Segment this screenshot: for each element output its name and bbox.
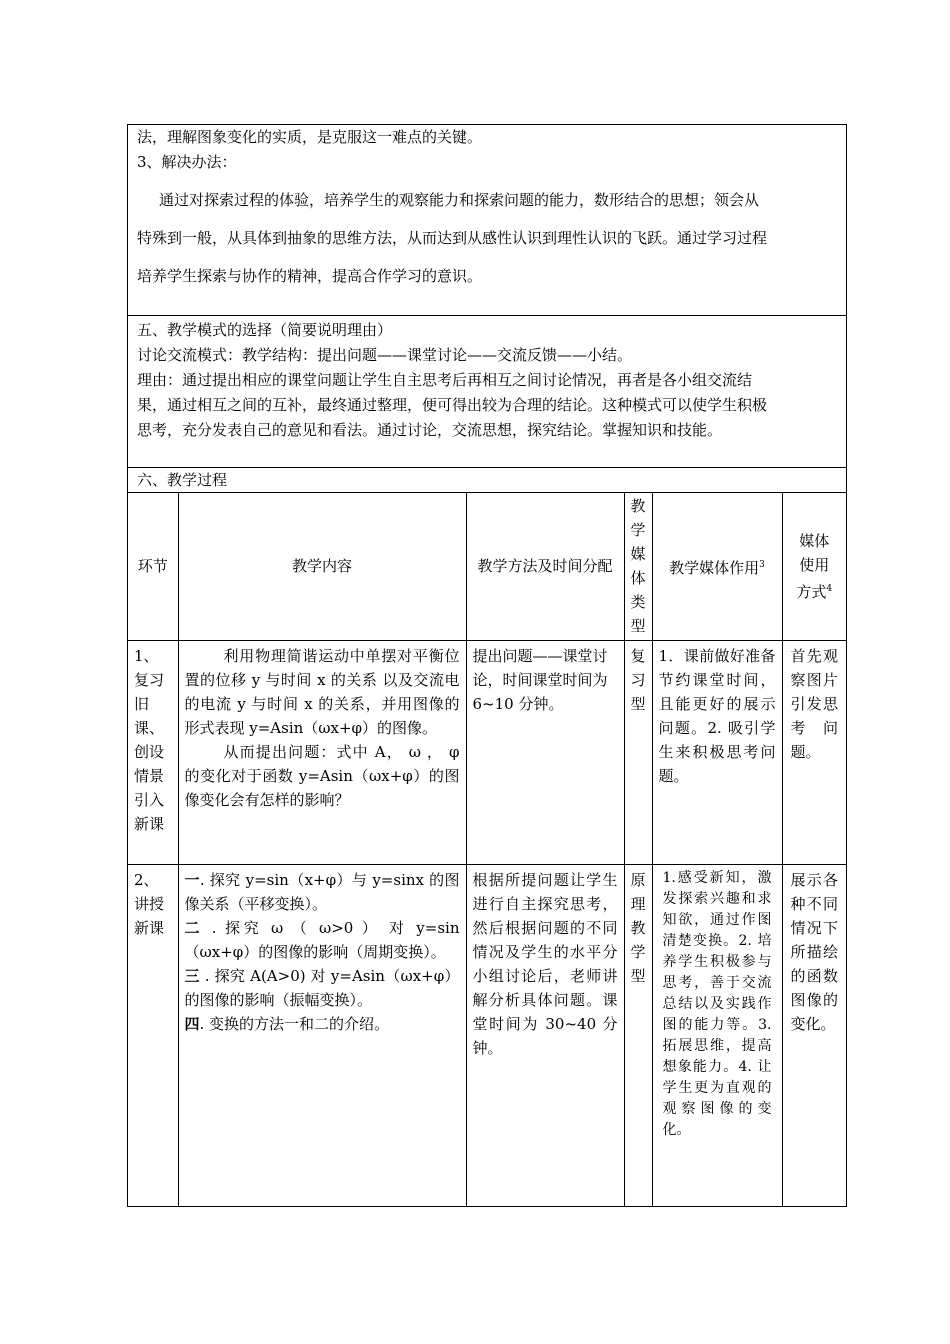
solution-line-1: 通过对探索过程的体验，培养学生的观察能力和探索问题的能力，数形结合的思想；领会从: [159, 191, 760, 209]
media-role-footnote: 3: [759, 559, 765, 570]
solution-line-3: 培养学生探索与协作的精神，提高合作学习的意识。: [137, 267, 483, 285]
media-role-label: 教学媒体作用: [669, 558, 760, 577]
section-teaching-mode: [128, 316, 846, 468]
difficulty-text-tail: 法，理解图象变化的实质，是克服这一难点的关键。: [137, 128, 483, 146]
header-stage: 环节: [128, 493, 178, 640]
document-table: [127, 124, 847, 1207]
solution-line-2: 特殊到一般，从具体到抽象的思维方法，从而达到从感性认识到理性认识的飞跃。通过学习过程: [137, 229, 768, 247]
row2-item-1: [185, 868, 460, 916]
item-number: 二: [184, 918, 204, 937]
item-number: 四: [184, 1014, 200, 1033]
solution-paragraph: [137, 181, 837, 295]
row2-content: [178, 864, 466, 1206]
row2-item-3: [185, 964, 460, 1012]
row2-method: 根据所提问题让学生进行自主探究思考，然后根据问题的不同情况及学生的水平分小组讨论后，老师讲解分析具体问题。课堂时间为 30~40 分钟。: [466, 864, 624, 1206]
reason-line-1: 理由：通过提出相应的课堂问题让学生自主思考后再相互之间讨论情况，再者是各小组交流结: [137, 371, 753, 389]
item-number: 三: [184, 966, 200, 985]
row2-media-type: 原理教学型: [624, 864, 652, 1206]
header-media-role: [652, 493, 782, 640]
mode-heading: 五、教学模式的选择（简要说明理由）: [137, 321, 393, 339]
solution-heading: 3、解决办法：: [137, 153, 237, 171]
reason-line-3: 思考，充分发表自己的意见和看法。通过讨论，交流思想，探究结论。掌握知识和技能。: [137, 421, 723, 439]
row1-content: [178, 640, 466, 864]
item-text: . 探究 A(A>0) 对 y=Asin（ωx+φ）的图像的影响（振幅变换）。: [184, 966, 460, 1009]
row1-content-p2: 从而提出问题：式中 A， ω ， φ 的变化对于函数 y=Asin（ωx+φ）的图像变化会有怎样的影响？: [184, 742, 460, 809]
header-content: 教学内容: [178, 493, 466, 640]
process-heading: 六、教学过程: [137, 471, 228, 489]
row1-stage: 1、复习旧课、创设情景引入新课: [128, 640, 178, 864]
item-number: 一: [184, 870, 200, 889]
row1-content-p1: 利用物理简谐运动中单摆对平衡位置的位移 y 与时间 x 的关系 以及交流电的电流 y 与时间 x 的关系，并用图像的形式表现 y=Asin（ωx+φ）的图像。: [184, 646, 460, 737]
row2-item-2: [185, 916, 460, 964]
table-row: [128, 640, 846, 864]
item-text: . 探究 ω （ ω>0 ） 对 y=sin（ωx+φ）的图像的影响（周期变换）。: [184, 918, 460, 961]
header-media-use: [782, 493, 846, 640]
row1-media-type: 复习型: [624, 640, 652, 864]
item-text: . 变换的方法一和二的介绍。: [199, 1014, 390, 1033]
table-header-row: [128, 493, 846, 640]
section-solution: [128, 125, 846, 316]
row1-media-role: 1．课前做好准备节约课堂时间，且能更好的展示问题。2. 吸引学生来积极思考问题。: [652, 640, 782, 864]
media-use-label: 媒体使用方式: [796, 531, 830, 601]
item-text: . 探究 y=sin（x+φ）与 y=sinx 的图像关系（平移变换）。: [184, 870, 460, 913]
table-row: [128, 864, 846, 1206]
section-process-heading: [128, 468, 846, 493]
process-table: [128, 493, 846, 1206]
row1-media-use: 首先观察图片引发思考问题。: [782, 640, 846, 864]
row1-method: 提出问题——课堂讨论，时间课堂时间为 6~10 分钟。: [466, 640, 624, 864]
header-media-type: 教学媒体类型: [624, 493, 652, 640]
row2-stage: 2、讲授新课: [128, 864, 178, 1206]
row2-media-role: 1.感受新知，激发探索兴趣和求知欲，通过作图清楚变换。2. 培养学生积极参与思考，善于交流总结以及实践作图的能力等。3. 拓展思维，提高想象能力。4. 让学生更为直观的观察图像的变化。: [652, 864, 782, 1206]
mode-description: 讨论交流模式：教学结构：提出问题——课堂讨论——交流反馈——小结。: [137, 346, 633, 364]
reason-line-2: 果，通过相互之间的互补，最终通过整理，便可得出较为合理的结论。这种模式可以使学生积极: [137, 396, 768, 414]
header-method: 教学方法及时间分配: [466, 493, 624, 640]
media-use-footnote: 4: [826, 583, 833, 594]
row2-media-use: 展示各种不同情况下所描绘的函数图像的变化。: [782, 864, 846, 1206]
row2-item-4: [185, 1012, 460, 1036]
